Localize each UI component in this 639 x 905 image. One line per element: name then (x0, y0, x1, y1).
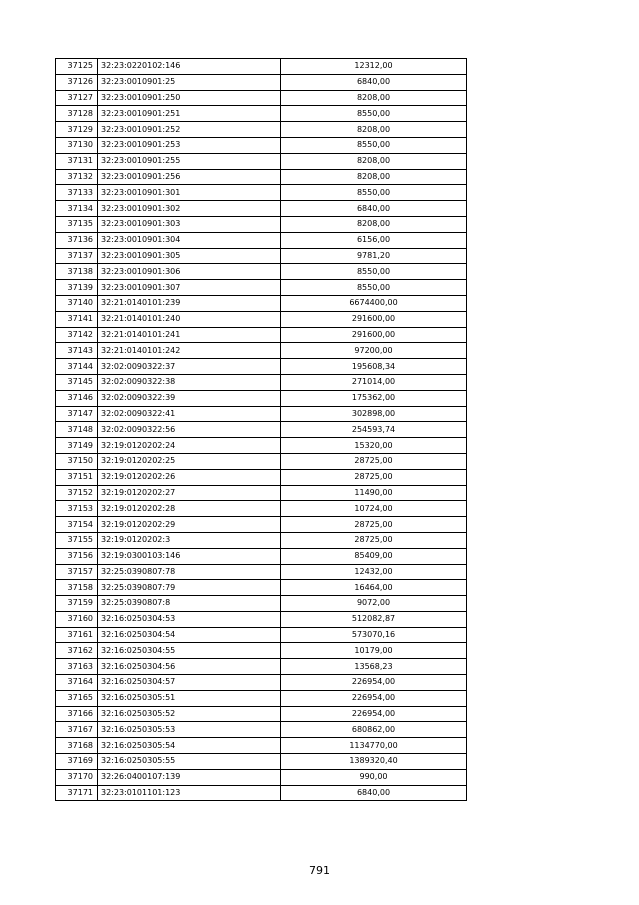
cadastral-number-cell: 32:26:0400107:139 (98, 769, 281, 785)
row-number-cell: 37144 (56, 359, 98, 375)
table-row (56, 769, 467, 785)
value-cell: 1389320,40 (281, 754, 467, 770)
row-number-cell: 37138 (56, 264, 98, 280)
table-row (56, 690, 467, 706)
cadastral-number-cell: 32:23:0010901:301 (98, 185, 281, 201)
table-row (56, 106, 467, 122)
cadastral-number-cell: 32:23:0010901:256 (98, 169, 281, 185)
table-row (56, 532, 467, 548)
table-row (56, 390, 467, 406)
value-cell: 12312,00 (281, 59, 467, 75)
row-number-cell: 37134 (56, 201, 98, 217)
cadastral-number-cell: 32:16:0250305:54 (98, 738, 281, 754)
table-row (56, 343, 467, 359)
page-number: 791 (309, 864, 330, 877)
row-number-cell: 37151 (56, 469, 98, 485)
value-cell: 13568,23 (281, 659, 467, 675)
row-number-cell: 37127 (56, 90, 98, 106)
table-row (56, 264, 467, 280)
value-cell: 28725,00 (281, 453, 467, 469)
cadastral-number-cell: 32:16:0250304:55 (98, 643, 281, 659)
value-cell: 28725,00 (281, 517, 467, 533)
table-row (56, 485, 467, 501)
cadastral-number-cell: 32:23:0010901:304 (98, 232, 281, 248)
cadastral-number-cell: 32:23:0010901:251 (98, 106, 281, 122)
table-row (56, 122, 467, 138)
table-row (56, 706, 467, 722)
value-cell: 226954,00 (281, 690, 467, 706)
table-row (56, 611, 467, 627)
cadastral-number-cell: 32:02:0090322:38 (98, 374, 281, 390)
value-cell: 8208,00 (281, 90, 467, 106)
row-number-cell: 37150 (56, 453, 98, 469)
cadastral-number-cell: 32:23:0010901:250 (98, 90, 281, 106)
cadastral-number-cell: 32:16:0250305:51 (98, 690, 281, 706)
value-cell: 512082,87 (281, 611, 467, 627)
row-number-cell: 37140 (56, 295, 98, 311)
table-row (56, 438, 467, 454)
cadastral-number-cell: 32:19:0300103:146 (98, 548, 281, 564)
table-row (56, 548, 467, 564)
cadastral-number-cell: 32:16:0250304:57 (98, 675, 281, 691)
value-cell: 291600,00 (281, 311, 467, 327)
value-cell: 28725,00 (281, 469, 467, 485)
row-number-cell: 37171 (56, 785, 98, 801)
value-cell: 8208,00 (281, 169, 467, 185)
row-number-cell: 37143 (56, 343, 98, 359)
value-cell: 302898,00 (281, 406, 467, 422)
cadastral-number-cell: 32:25:0390807:8 (98, 596, 281, 612)
cadastral-number-cell: 32:23:0010901:253 (98, 137, 281, 153)
row-number-cell: 37159 (56, 596, 98, 612)
value-cell: 8550,00 (281, 264, 467, 280)
row-number-cell: 37135 (56, 216, 98, 232)
value-cell: 226954,00 (281, 706, 467, 722)
cadastral-number-cell: 32:19:0120202:27 (98, 485, 281, 501)
row-number-cell: 37126 (56, 74, 98, 90)
value-cell: 12432,00 (281, 564, 467, 580)
row-number-cell: 37152 (56, 485, 98, 501)
row-number-cell: 37148 (56, 422, 98, 438)
row-number-cell: 37161 (56, 627, 98, 643)
table-row (56, 137, 467, 153)
value-cell: 6156,00 (281, 232, 467, 248)
row-number-cell: 37125 (56, 59, 98, 75)
value-cell: 254593,74 (281, 422, 467, 438)
row-number-cell: 37162 (56, 643, 98, 659)
cadastral-number-cell: 32:23:0101101:123 (98, 785, 281, 801)
row-number-cell: 37153 (56, 501, 98, 517)
cadastral-number-cell: 32:23:0220102:146 (98, 59, 281, 75)
value-cell: 10179,00 (281, 643, 467, 659)
row-number-cell: 37157 (56, 564, 98, 580)
table-row (56, 280, 467, 296)
value-cell: 271014,00 (281, 374, 467, 390)
cadastral-number-cell: 32:23:0010901:302 (98, 201, 281, 217)
value-cell: 6840,00 (281, 785, 467, 801)
cadastral-number-cell: 32:25:0390807:78 (98, 564, 281, 580)
cadastral-number-cell: 32:21:0140101:239 (98, 295, 281, 311)
table-row (56, 422, 467, 438)
table-row (56, 659, 467, 675)
value-cell: 85409,00 (281, 548, 467, 564)
row-number-cell: 37170 (56, 769, 98, 785)
value-cell: 16464,00 (281, 580, 467, 596)
value-cell: 10724,00 (281, 501, 467, 517)
table-row (56, 327, 467, 343)
value-cell: 990,00 (281, 769, 467, 785)
row-number-cell: 37145 (56, 374, 98, 390)
cadastral-number-cell: 32:19:0120202:3 (98, 532, 281, 548)
table-row (56, 359, 467, 375)
value-cell: 97200,00 (281, 343, 467, 359)
table-row (56, 501, 467, 517)
value-cell: 6674400,00 (281, 295, 467, 311)
value-cell: 680862,00 (281, 722, 467, 738)
table-body (56, 59, 467, 801)
value-cell: 8550,00 (281, 280, 467, 296)
cadastral-number-cell: 32:19:0120202:25 (98, 453, 281, 469)
row-number-cell: 37146 (56, 390, 98, 406)
row-number-cell: 37136 (56, 232, 98, 248)
cadastral-number-cell: 32:16:0250304:54 (98, 627, 281, 643)
value-cell: 291600,00 (281, 327, 467, 343)
value-cell: 8550,00 (281, 185, 467, 201)
value-cell: 8208,00 (281, 122, 467, 138)
value-cell: 573070,16 (281, 627, 467, 643)
cadastral-value-table (55, 58, 467, 801)
cadastral-number-cell: 32:02:0090322:41 (98, 406, 281, 422)
row-number-cell: 37168 (56, 738, 98, 754)
table-row (56, 675, 467, 691)
table-row (56, 232, 467, 248)
row-number-cell: 37149 (56, 438, 98, 454)
table-row (56, 201, 467, 217)
row-number-cell: 37169 (56, 754, 98, 770)
value-cell: 226954,00 (281, 675, 467, 691)
cadastral-number-cell: 32:23:0010901:305 (98, 248, 281, 264)
cadastral-number-cell: 32:16:0250304:56 (98, 659, 281, 675)
table-row (56, 374, 467, 390)
cadastral-number-cell: 32:02:0090322:39 (98, 390, 281, 406)
row-number-cell: 37164 (56, 675, 98, 691)
cadastral-number-cell: 32:21:0140101:240 (98, 311, 281, 327)
row-number-cell: 37156 (56, 548, 98, 564)
table-row (56, 153, 467, 169)
value-cell: 175362,00 (281, 390, 467, 406)
table-row (56, 59, 467, 75)
row-number-cell: 37155 (56, 532, 98, 548)
table-row (56, 754, 467, 770)
table-row (56, 627, 467, 643)
table-row (56, 643, 467, 659)
cadastral-number-cell: 32:23:0010901:255 (98, 153, 281, 169)
cadastral-number-cell: 32:02:0090322:37 (98, 359, 281, 375)
value-cell: 1134770,00 (281, 738, 467, 754)
value-cell: 8550,00 (281, 137, 467, 153)
row-number-cell: 37132 (56, 169, 98, 185)
cadastral-number-cell: 32:23:0010901:252 (98, 122, 281, 138)
value-cell: 11490,00 (281, 485, 467, 501)
row-number-cell: 37131 (56, 153, 98, 169)
cadastral-number-cell: 32:19:0120202:26 (98, 469, 281, 485)
row-number-cell: 37142 (56, 327, 98, 343)
cadastral-number-cell: 32:21:0140101:242 (98, 343, 281, 359)
cadastral-number-cell: 32:19:0120202:29 (98, 517, 281, 533)
row-number-cell: 37165 (56, 690, 98, 706)
row-number-cell: 37133 (56, 185, 98, 201)
cadastral-number-cell: 32:02:0090322:56 (98, 422, 281, 438)
table-row (56, 311, 467, 327)
table-row (56, 517, 467, 533)
row-number-cell: 37158 (56, 580, 98, 596)
value-cell: 28725,00 (281, 532, 467, 548)
cadastral-number-cell: 32:19:0120202:24 (98, 438, 281, 454)
table-row (56, 406, 467, 422)
table-row (56, 738, 467, 754)
table-row (56, 74, 467, 90)
row-number-cell: 37139 (56, 280, 98, 296)
row-number-cell: 37154 (56, 517, 98, 533)
value-cell: 195608,34 (281, 359, 467, 375)
value-cell: 15320,00 (281, 438, 467, 454)
row-number-cell: 37141 (56, 311, 98, 327)
row-number-cell: 37167 (56, 722, 98, 738)
table-row (56, 248, 467, 264)
cadastral-number-cell: 32:19:0120202:28 (98, 501, 281, 517)
row-number-cell: 37166 (56, 706, 98, 722)
cadastral-number-cell: 32:16:0250305:55 (98, 754, 281, 770)
value-cell: 6840,00 (281, 201, 467, 217)
row-number-cell: 37130 (56, 137, 98, 153)
table-row (56, 453, 467, 469)
value-cell: 8208,00 (281, 216, 467, 232)
value-cell: 9072,00 (281, 596, 467, 612)
table-row (56, 580, 467, 596)
row-number-cell: 37163 (56, 659, 98, 675)
row-number-cell: 37128 (56, 106, 98, 122)
cadastral-number-cell: 32:16:0250304:53 (98, 611, 281, 627)
value-cell: 8550,00 (281, 106, 467, 122)
value-cell: 9781,20 (281, 248, 467, 264)
value-cell: 8208,00 (281, 153, 467, 169)
cadastral-number-cell: 32:23:0010901:307 (98, 280, 281, 296)
table-row (56, 216, 467, 232)
table-row (56, 564, 467, 580)
table-row (56, 185, 467, 201)
table-row (56, 295, 467, 311)
table-row (56, 722, 467, 738)
table-row (56, 785, 467, 801)
table-row (56, 469, 467, 485)
cadastral-number-cell: 32:16:0250305:52 (98, 706, 281, 722)
cadastral-number-cell: 32:23:0010901:25 (98, 74, 281, 90)
row-number-cell: 37129 (56, 122, 98, 138)
cadastral-number-cell: 32:25:0390807:79 (98, 580, 281, 596)
table-row (56, 90, 467, 106)
table-row (56, 169, 467, 185)
cadastral-number-cell: 32:16:0250305:53 (98, 722, 281, 738)
cadastral-number-cell: 32:23:0010901:303 (98, 216, 281, 232)
row-number-cell: 37160 (56, 611, 98, 627)
cadastral-number-cell: 32:23:0010901:306 (98, 264, 281, 280)
row-number-cell: 37147 (56, 406, 98, 422)
row-number-cell: 37137 (56, 248, 98, 264)
table-row (56, 596, 467, 612)
cadastral-number-cell: 32:21:0140101:241 (98, 327, 281, 343)
value-cell: 6840,00 (281, 74, 467, 90)
